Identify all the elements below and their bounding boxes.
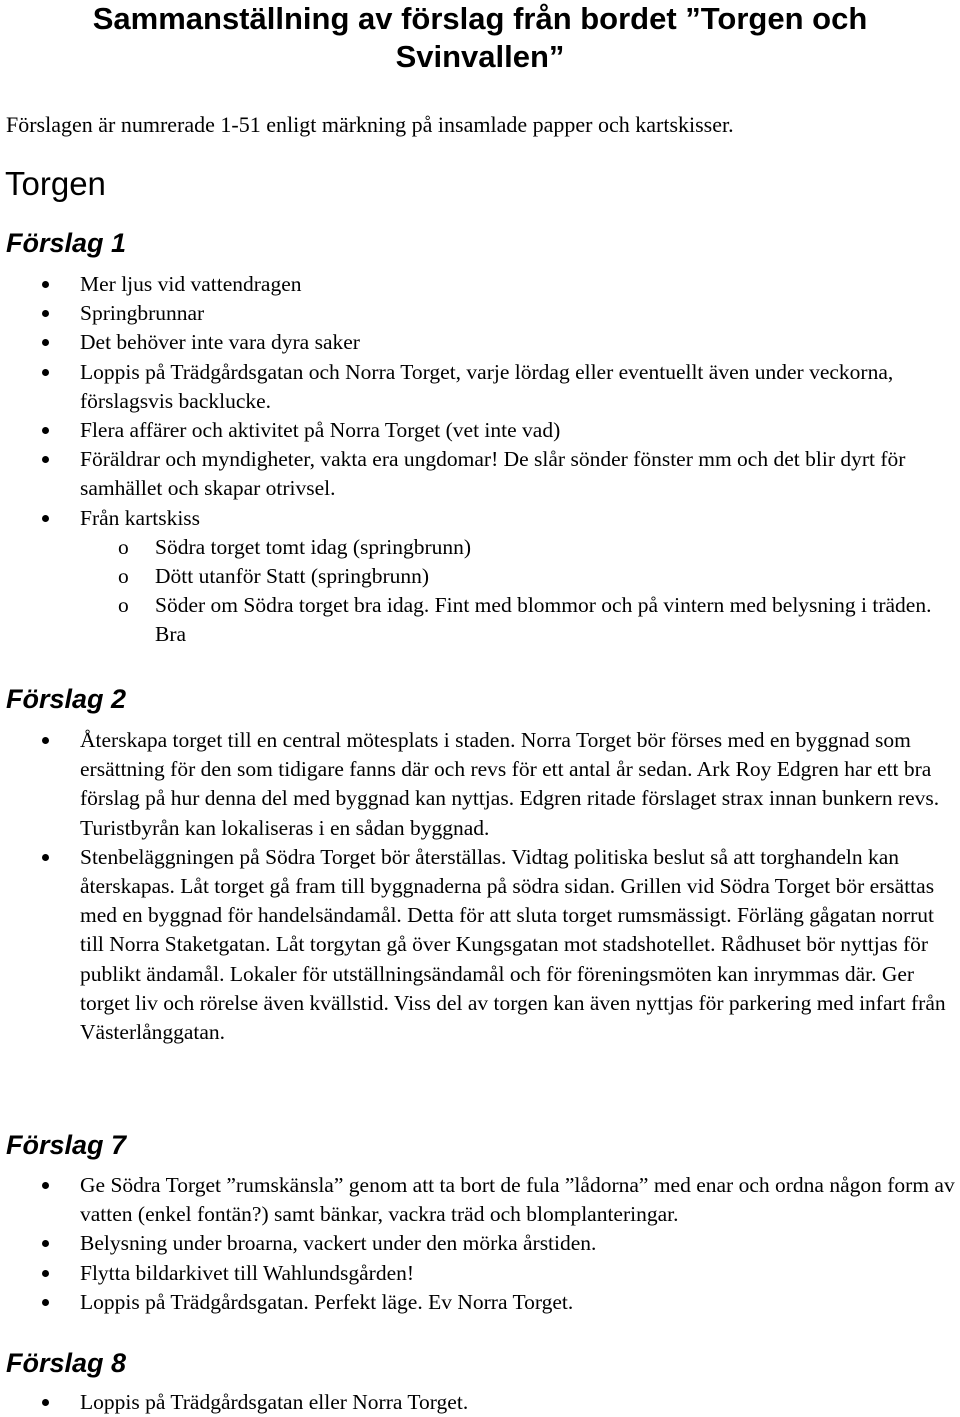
sub-list-item: [80, 562, 956, 591]
proposal-heading-2: Förslag 2: [6, 684, 127, 714]
list-item: [0, 843, 960, 1047]
proposal-heading-1: Förslag 1: [6, 228, 127, 258]
proposal-heading-7: Förslag 7: [6, 1130, 127, 1160]
list-item-text: Mer ljus vid vattendragen: [80, 272, 302, 296]
list-item: [0, 270, 960, 299]
bullet-icon: [42, 515, 49, 522]
list-item-text: Loppis på Trädgårdsgatan eller Norra Torget.: [80, 1390, 469, 1414]
list-item-text: Belysning under broarna, vackert under den mörka årstiden.: [80, 1231, 597, 1256]
sub-bullet-marker: o: [118, 564, 129, 589]
section-heading-torgen: Torgen: [5, 165, 106, 202]
list-item-text: Loppis på Trädgårdsgatan. Perfekt läge. Ev Norra Torget.: [80, 1289, 574, 1314]
list-item-text: Stenbeläggningen på Södra Torget bör återställas. Vidtag politiska beslut så att torghandeln kan återskapas. Låt torget gå fram till byggnaderna på södra sidan. Grillen vid Södra Torget bör ersättas med en byggnad för handelsändamål. Detta för att sluta torget rumsmässigt. Förläng gågatan norrut till Norra Staketgatan. Låt torgytan gå över Kungsgatan mot stadshotellet. Rådhuset bör nyttjas för publikt ändamål. Lokaler för utställningsändamål och för föreningsmöten kan inrymmas där. Ger torget liv och rörelse även kvällstid. Viss del av torgen kan även nyttjas för parkering med infart från Västerlånggatan.: [80, 844, 946, 1045]
list-item-text: Från kartskiss: [80, 505, 201, 530]
list-item-text: Loppis på Trädgårdsgatan och Norra Torget, varje lördag eller eventuellt även under veckorna, förslagsvis backlucke.: [80, 359, 894, 413]
bullet-icon: [42, 1270, 49, 1277]
sub-bullet-marker: o: [118, 593, 129, 618]
list-item: [0, 1171, 960, 1229]
list-item: [0, 726, 960, 843]
bullet-icon: [42, 1182, 49, 1189]
sub-list-item-text: Dött utanför Statt (springbrunn): [155, 564, 430, 589]
list-item: [0, 416, 960, 445]
bullet-icon: [42, 1399, 49, 1406]
sub-list-item: [80, 591, 956, 649]
document-title-line-2: Svinvallen”: [395, 39, 565, 74]
bullet-icon: [42, 339, 49, 346]
proposal-7-list: [0, 1171, 960, 1317]
list-item-text: Föräldrar och myndigheter, vakta era ungdomar! De slår sönder fönster mm och det blir dyrt för samhället och skapar otrivsel.: [80, 447, 906, 501]
document-title-line-1: Sammanställning av förslag från bordet ”Torgen och: [92, 1, 868, 36]
list-item: [0, 1259, 960, 1288]
sub-list-item-text: Södra torget tomt idag (springbrunn): [155, 534, 472, 559]
bullet-icon: [42, 369, 49, 376]
proposal-8-list: [0, 1388, 960, 1417]
bullet-icon: [42, 310, 49, 317]
sub-list-item: [80, 533, 956, 562]
bullet-icon: [42, 1299, 49, 1306]
sub-bullet-marker: o: [118, 534, 129, 559]
list-item-text: Ge Södra Torget ”rumskänsla” genom att ta bort de fula ”lådorna” med enar och ordna någon form av vatten (enkel fontän?) samt bänkar, vackra träd och blomplanteringar.: [80, 1173, 955, 1227]
list-item: [0, 358, 960, 416]
sub-list-item-text: Söder om Södra torget bra idag. Fint med blommor och på vintern med belysning i träden. Bra: [155, 593, 932, 647]
document-title: [0, 0, 960, 76]
sub-list: [80, 533, 956, 650]
bullet-icon: [42, 737, 49, 744]
proposal-heading-8: Förslag 8: [6, 1348, 127, 1378]
list-item: [0, 504, 960, 650]
intro-paragraph: Förslagen är numrerade 1-51 enligt märkning på insamlade papper och kartskisser.: [6, 112, 734, 137]
list-item-text: Det behöver inte vara dyra saker: [80, 330, 360, 355]
list-item-text: Återskapa torget till en central mötesplats i staden. Norra Torget bör förses med en byggnad som ersättning för den som tidigare fanns där och revs för ett antal år sedan. Ark Roy Edgren har ett bra förslag på hur denna del med byggnad kan nyttjas. Edgren ritade förslaget strax innan bunkern revs. Turistbyrån kan lokaliseras i en sådan byggnad.: [80, 728, 940, 840]
list-item: [0, 299, 960, 328]
bullet-icon: [42, 854, 49, 861]
bullet-icon: [42, 456, 49, 463]
list-item: [0, 328, 960, 357]
list-item: [0, 1388, 960, 1417]
list-item: [0, 445, 960, 503]
list-item: [0, 1229, 960, 1258]
proposal-2-list: [0, 726, 960, 1047]
list-item-text: Springbrunnar: [80, 301, 205, 326]
list-item-text: Flytta bildarkivet till Wahlundsgården!: [80, 1260, 415, 1285]
bullet-icon: [42, 427, 49, 434]
list-item: [0, 1288, 960, 1317]
proposal-1-list: [0, 270, 960, 650]
bullet-icon: [42, 281, 49, 288]
list-item-text: Flera affärer och aktivitet på Norra Torget (vet inte vad): [80, 418, 561, 443]
bullet-icon: [42, 1240, 49, 1247]
